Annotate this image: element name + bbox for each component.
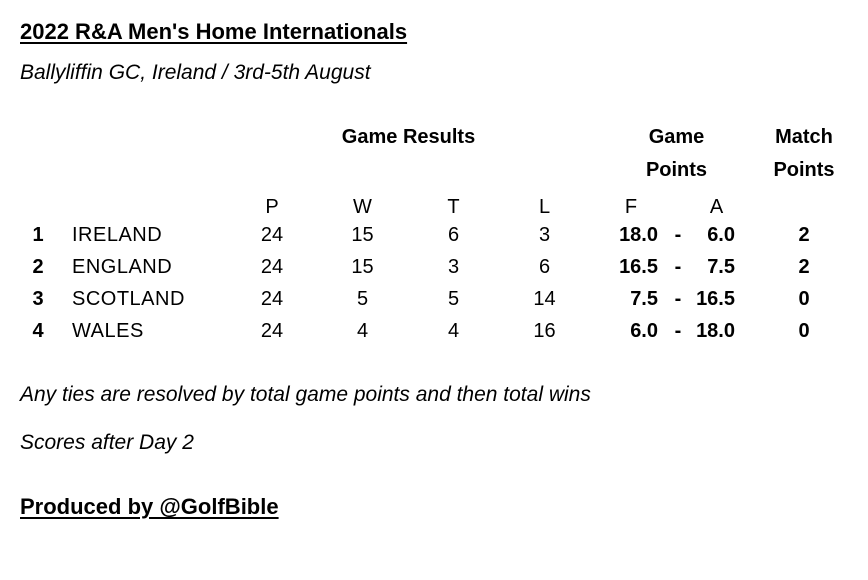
table-row	[20, 251, 868, 283]
losses-cell: 6	[538, 255, 551, 278]
group-header-game-points-line1: Game	[648, 126, 705, 148]
column-header-played: P	[265, 196, 279, 218]
column-header-wins: W	[353, 196, 372, 218]
wins-cell: 15	[351, 255, 374, 278]
column-header-losses: L	[538, 196, 551, 218]
ties-cell: 5	[447, 287, 460, 310]
rank-cell: 1	[32, 223, 44, 246]
tie-resolution-note: Any ties are resolved by total game points and then total wins	[20, 383, 591, 406]
points-for-cell: 18.0	[619, 223, 658, 246]
column-header-for: F	[624, 196, 638, 218]
match-points-cell: 2	[798, 255, 810, 278]
ties-cell: 4	[447, 319, 460, 342]
scores-after-day-note: Scores after Day 2	[20, 431, 194, 454]
points-for-cell: 16.5	[619, 255, 658, 278]
group-header-game-results: Game Results	[341, 126, 476, 148]
table-group-header-row	[20, 121, 868, 187]
dash-separator: -	[674, 287, 682, 310]
rank-cell: 3	[32, 287, 44, 310]
losses-cell: 14	[533, 287, 556, 310]
played-cell: 24	[260, 255, 284, 278]
group-header-game-points	[597, 121, 756, 187]
match-points-cell: 0	[798, 287, 810, 310]
losses-cell: 16	[533, 319, 556, 342]
dash-separator: -	[674, 255, 682, 278]
page-title: 2022 R&A Men's Home Internationals	[20, 19, 408, 44]
group-header-match-points-line1: Match	[775, 126, 833, 148]
wins-cell: 15	[351, 223, 374, 246]
played-cell: 24	[260, 287, 284, 310]
column-header-ties: T	[447, 196, 460, 218]
wins-cell: 4	[356, 319, 369, 342]
ties-cell: 3	[447, 255, 460, 278]
points-against-cell: 16.5	[696, 287, 735, 310]
points-for-cell: 6.0	[630, 319, 658, 342]
group-header-match-points-line2: Points	[773, 159, 835, 181]
dash-separator: -	[674, 319, 682, 342]
column-header-against: A	[709, 196, 724, 218]
team-cell: IRELAND	[72, 223, 163, 246]
rank-cell: 2	[32, 255, 44, 278]
played-cell: 24	[260, 319, 284, 342]
group-header-game-points-line2: Points	[645, 159, 708, 181]
credit-line: Produced by @GolfBible	[20, 494, 279, 519]
played-cell: 24	[260, 223, 284, 246]
table-row	[20, 315, 868, 347]
team-cell: WALES	[72, 319, 144, 342]
group-header-match-points	[749, 121, 859, 187]
table-row	[20, 219, 868, 251]
table-column-header-row	[20, 195, 868, 219]
points-for-cell: 7.5	[630, 287, 658, 310]
team-cell: ENGLAND	[72, 255, 173, 278]
losses-cell: 3	[538, 223, 551, 246]
wins-cell: 5	[356, 287, 369, 310]
page-subtitle: Ballyliffin GC, Ireland / 3rd-5th August	[20, 61, 371, 84]
rank-cell: 4	[32, 319, 44, 342]
points-against-cell: 6.0	[707, 223, 735, 246]
table-row	[20, 283, 868, 315]
match-points-cell: 2	[798, 223, 810, 246]
dash-separator: -	[674, 223, 682, 246]
team-cell: SCOTLAND	[72, 287, 185, 310]
points-against-cell: 18.0	[696, 319, 735, 342]
points-against-cell: 7.5	[707, 255, 735, 278]
match-points-cell: 0	[798, 319, 810, 342]
ties-cell: 6	[447, 223, 460, 246]
